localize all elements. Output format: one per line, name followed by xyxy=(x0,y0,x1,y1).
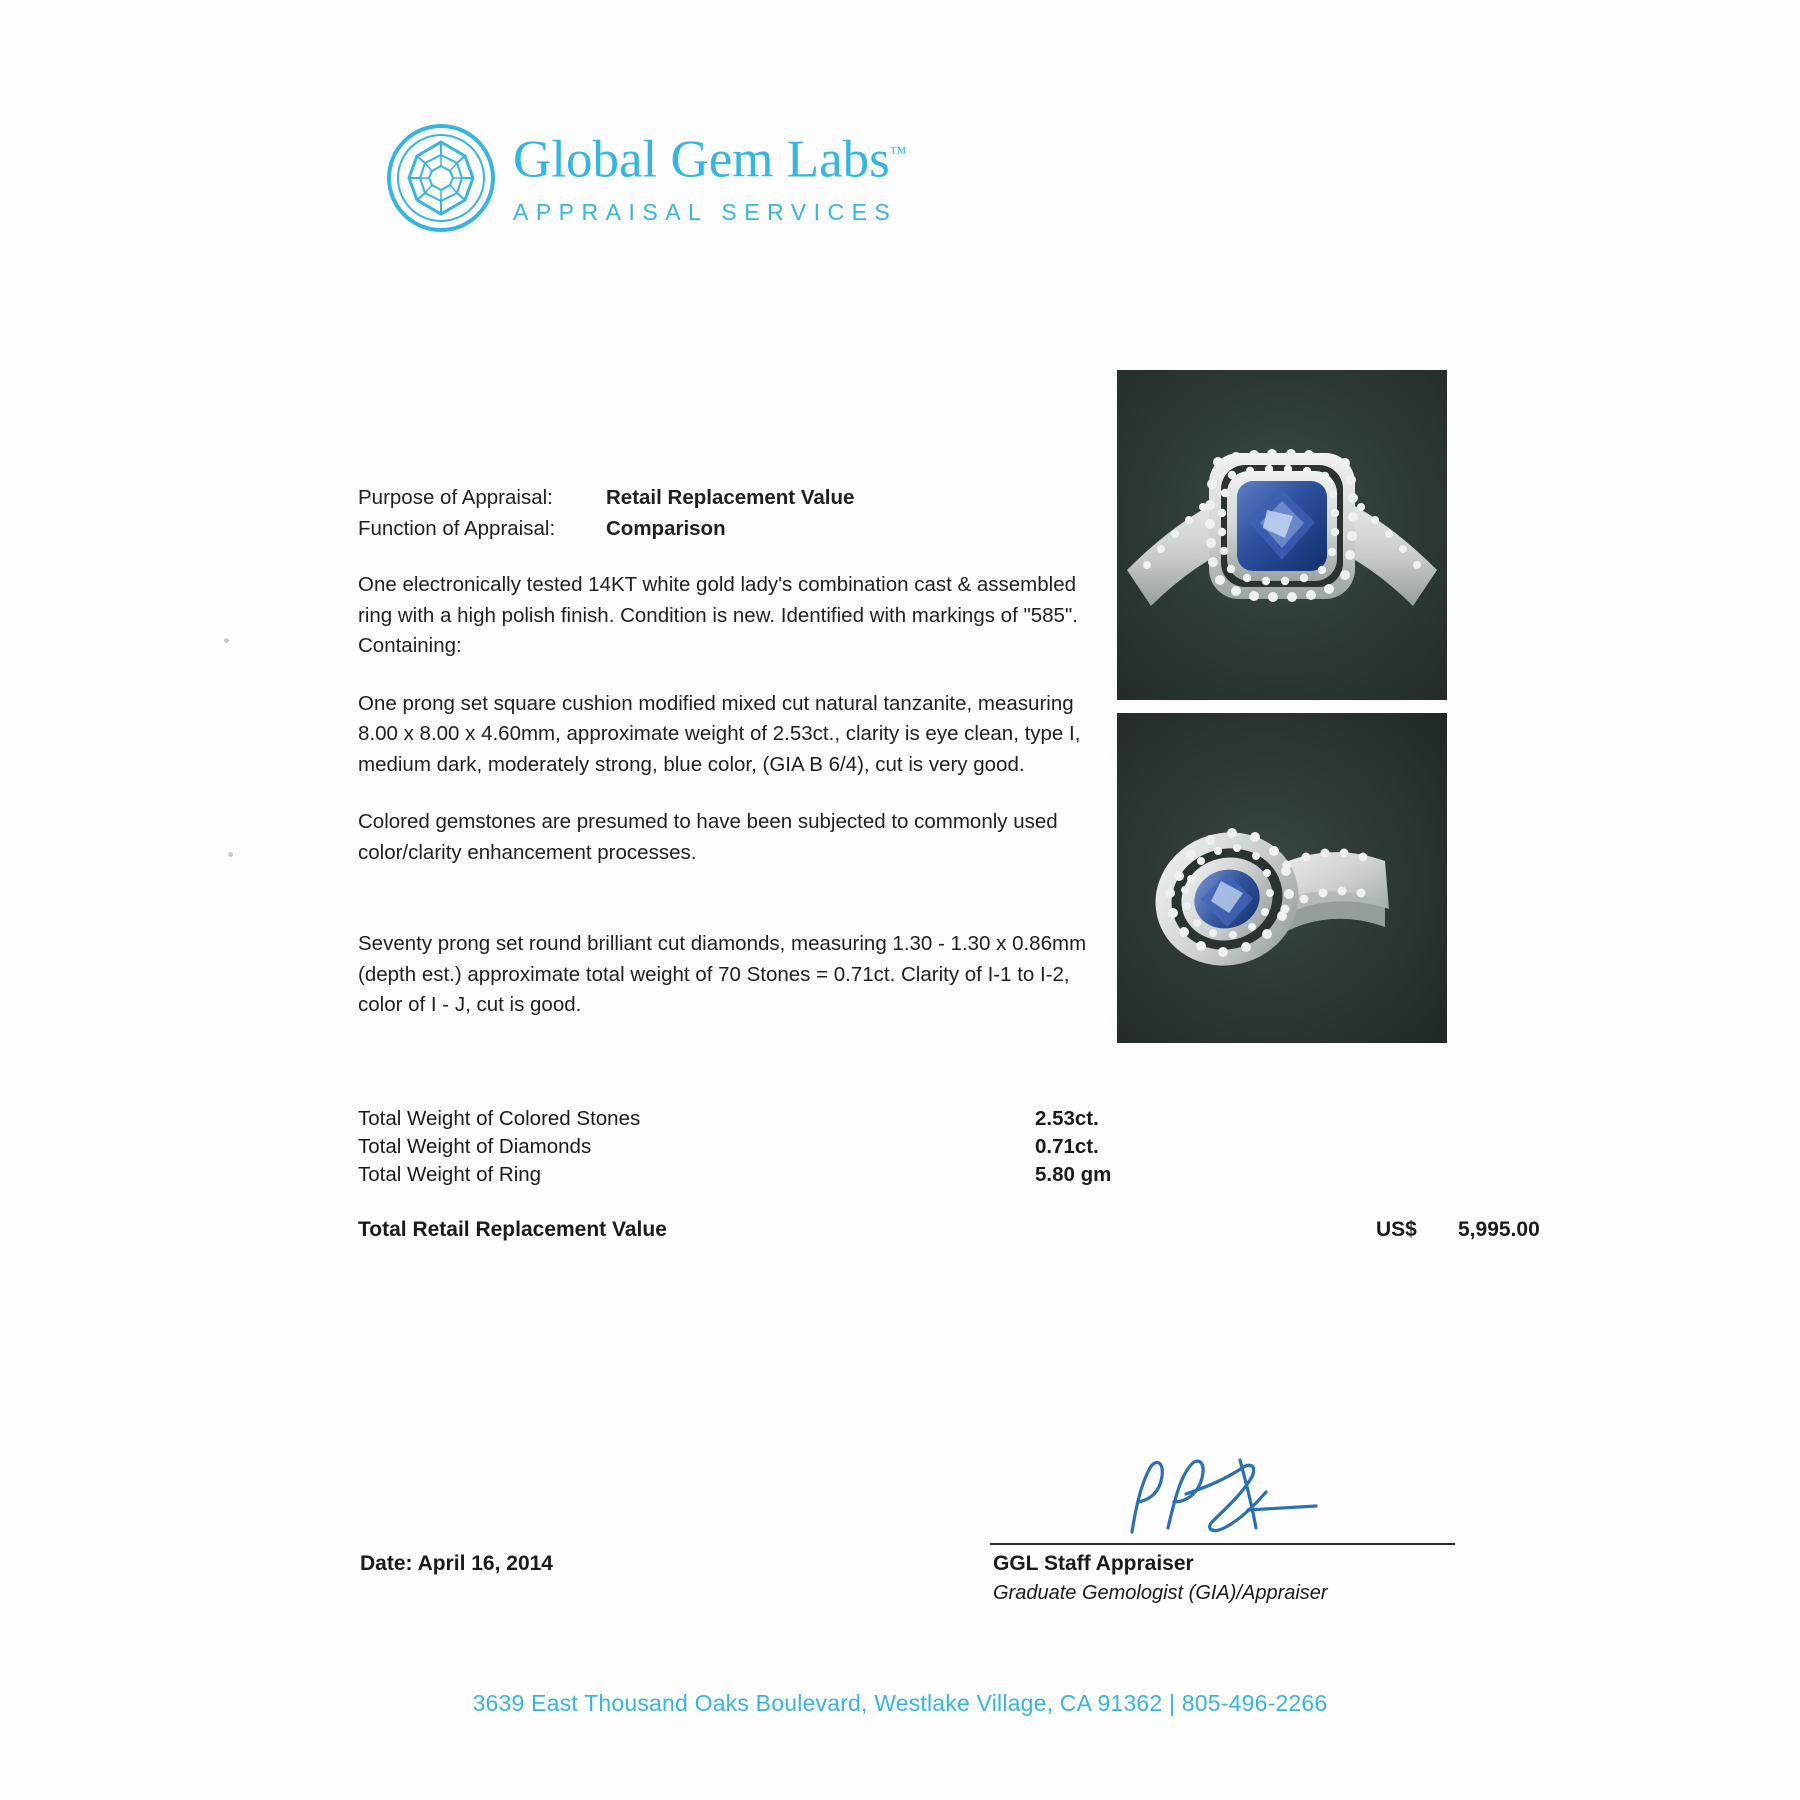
total-value: 2.53ct. xyxy=(1035,1107,1099,1130)
function-label: Function of Appraisal: xyxy=(358,517,556,540)
signature-line xyxy=(990,1543,1455,1545)
grand-total-row xyxy=(358,1215,1540,1245)
brand-text xyxy=(513,120,993,226)
appraiser-signature xyxy=(1120,1448,1340,1548)
purpose-row xyxy=(358,482,1098,513)
grand-total-label: Total Retail Replacement Value xyxy=(358,1218,667,1241)
function-row xyxy=(358,513,1098,544)
total-label: Total Weight of Colored Stones xyxy=(358,1107,641,1130)
grand-total-amount: 5,995.00 xyxy=(1458,1218,1540,1241)
trademark-symbol: ™ xyxy=(889,143,907,162)
footer-address: 3639 East Thousand Oaks Boulevard, Westlake Village, CA 91362 | 805-496-2266 xyxy=(472,1690,1328,1716)
document-header xyxy=(385,120,1005,250)
purpose-label: Purpose of Appraisal: xyxy=(358,486,553,509)
description-paragraph: One electronically tested 14KT white gold lady's combination cast & assembled ring with a high polish finish. Condition is new. Identified with markings of "585". Containing: xyxy=(358,573,1078,657)
appraisal-body xyxy=(358,482,1098,1021)
totals-block xyxy=(358,1105,1540,1245)
total-row xyxy=(358,1133,1468,1161)
purpose-value: Retail Replacement Value xyxy=(606,486,855,509)
appraisal-date: Date: April 16, 2014 xyxy=(360,1552,553,1575)
enhancement-paragraph: Colored gemstones are presumed to have been subjected to commonly used color/clarity enhancement processes. xyxy=(358,810,1058,864)
total-label: Total Weight of Ring xyxy=(358,1163,542,1186)
appraiser-title: GGL Staff Appraiser xyxy=(993,1552,1194,1575)
ring-photo-top xyxy=(1117,370,1447,700)
brand-subtitle: APPRAISAL SERVICES xyxy=(513,198,898,225)
function-value: Comparison xyxy=(606,517,726,540)
total-label: Total Weight of Diamonds xyxy=(358,1135,592,1158)
appraiser-credential: Graduate Gemologist (GIA)/Appraiser xyxy=(993,1582,1328,1604)
diamond-gem-icon xyxy=(385,122,497,234)
scan-speck xyxy=(224,638,229,643)
paragraph-spacer xyxy=(358,895,1098,929)
total-value: 0.71ct. xyxy=(1035,1135,1099,1158)
center-stone-paragraph: One prong set square cushion modified mixed cut natural tanzanite, measuring 8.00 x 8.00 x 4.60mm, approximate weight of 2.53ct., clarity is eye clean, type I, medium dark, moderately strong, blue color, (GIA B 6/4), cut is very good. xyxy=(358,691,1081,776)
grand-total-currency: US$ xyxy=(1376,1218,1417,1241)
brand-name xyxy=(513,120,993,193)
scan-speck xyxy=(228,852,233,857)
brand-name-text: Global Gem Labs xyxy=(513,130,890,189)
ring-photo-bottom xyxy=(1117,713,1447,1043)
total-value: 5.80 gm xyxy=(1035,1163,1112,1186)
total-row xyxy=(358,1161,1468,1189)
purpose-block xyxy=(358,482,1098,544)
total-row xyxy=(358,1105,1468,1133)
diamonds-paragraph: Seventy prong set round brilliant cut diamonds, measuring 1.30 - 1.30 x 0.86mm (depth est.) approximate total weight of 70 Stones = 0.71ct. Clarity of I-1 to I-2, color of I - J, cut is good. xyxy=(358,932,1087,1016)
